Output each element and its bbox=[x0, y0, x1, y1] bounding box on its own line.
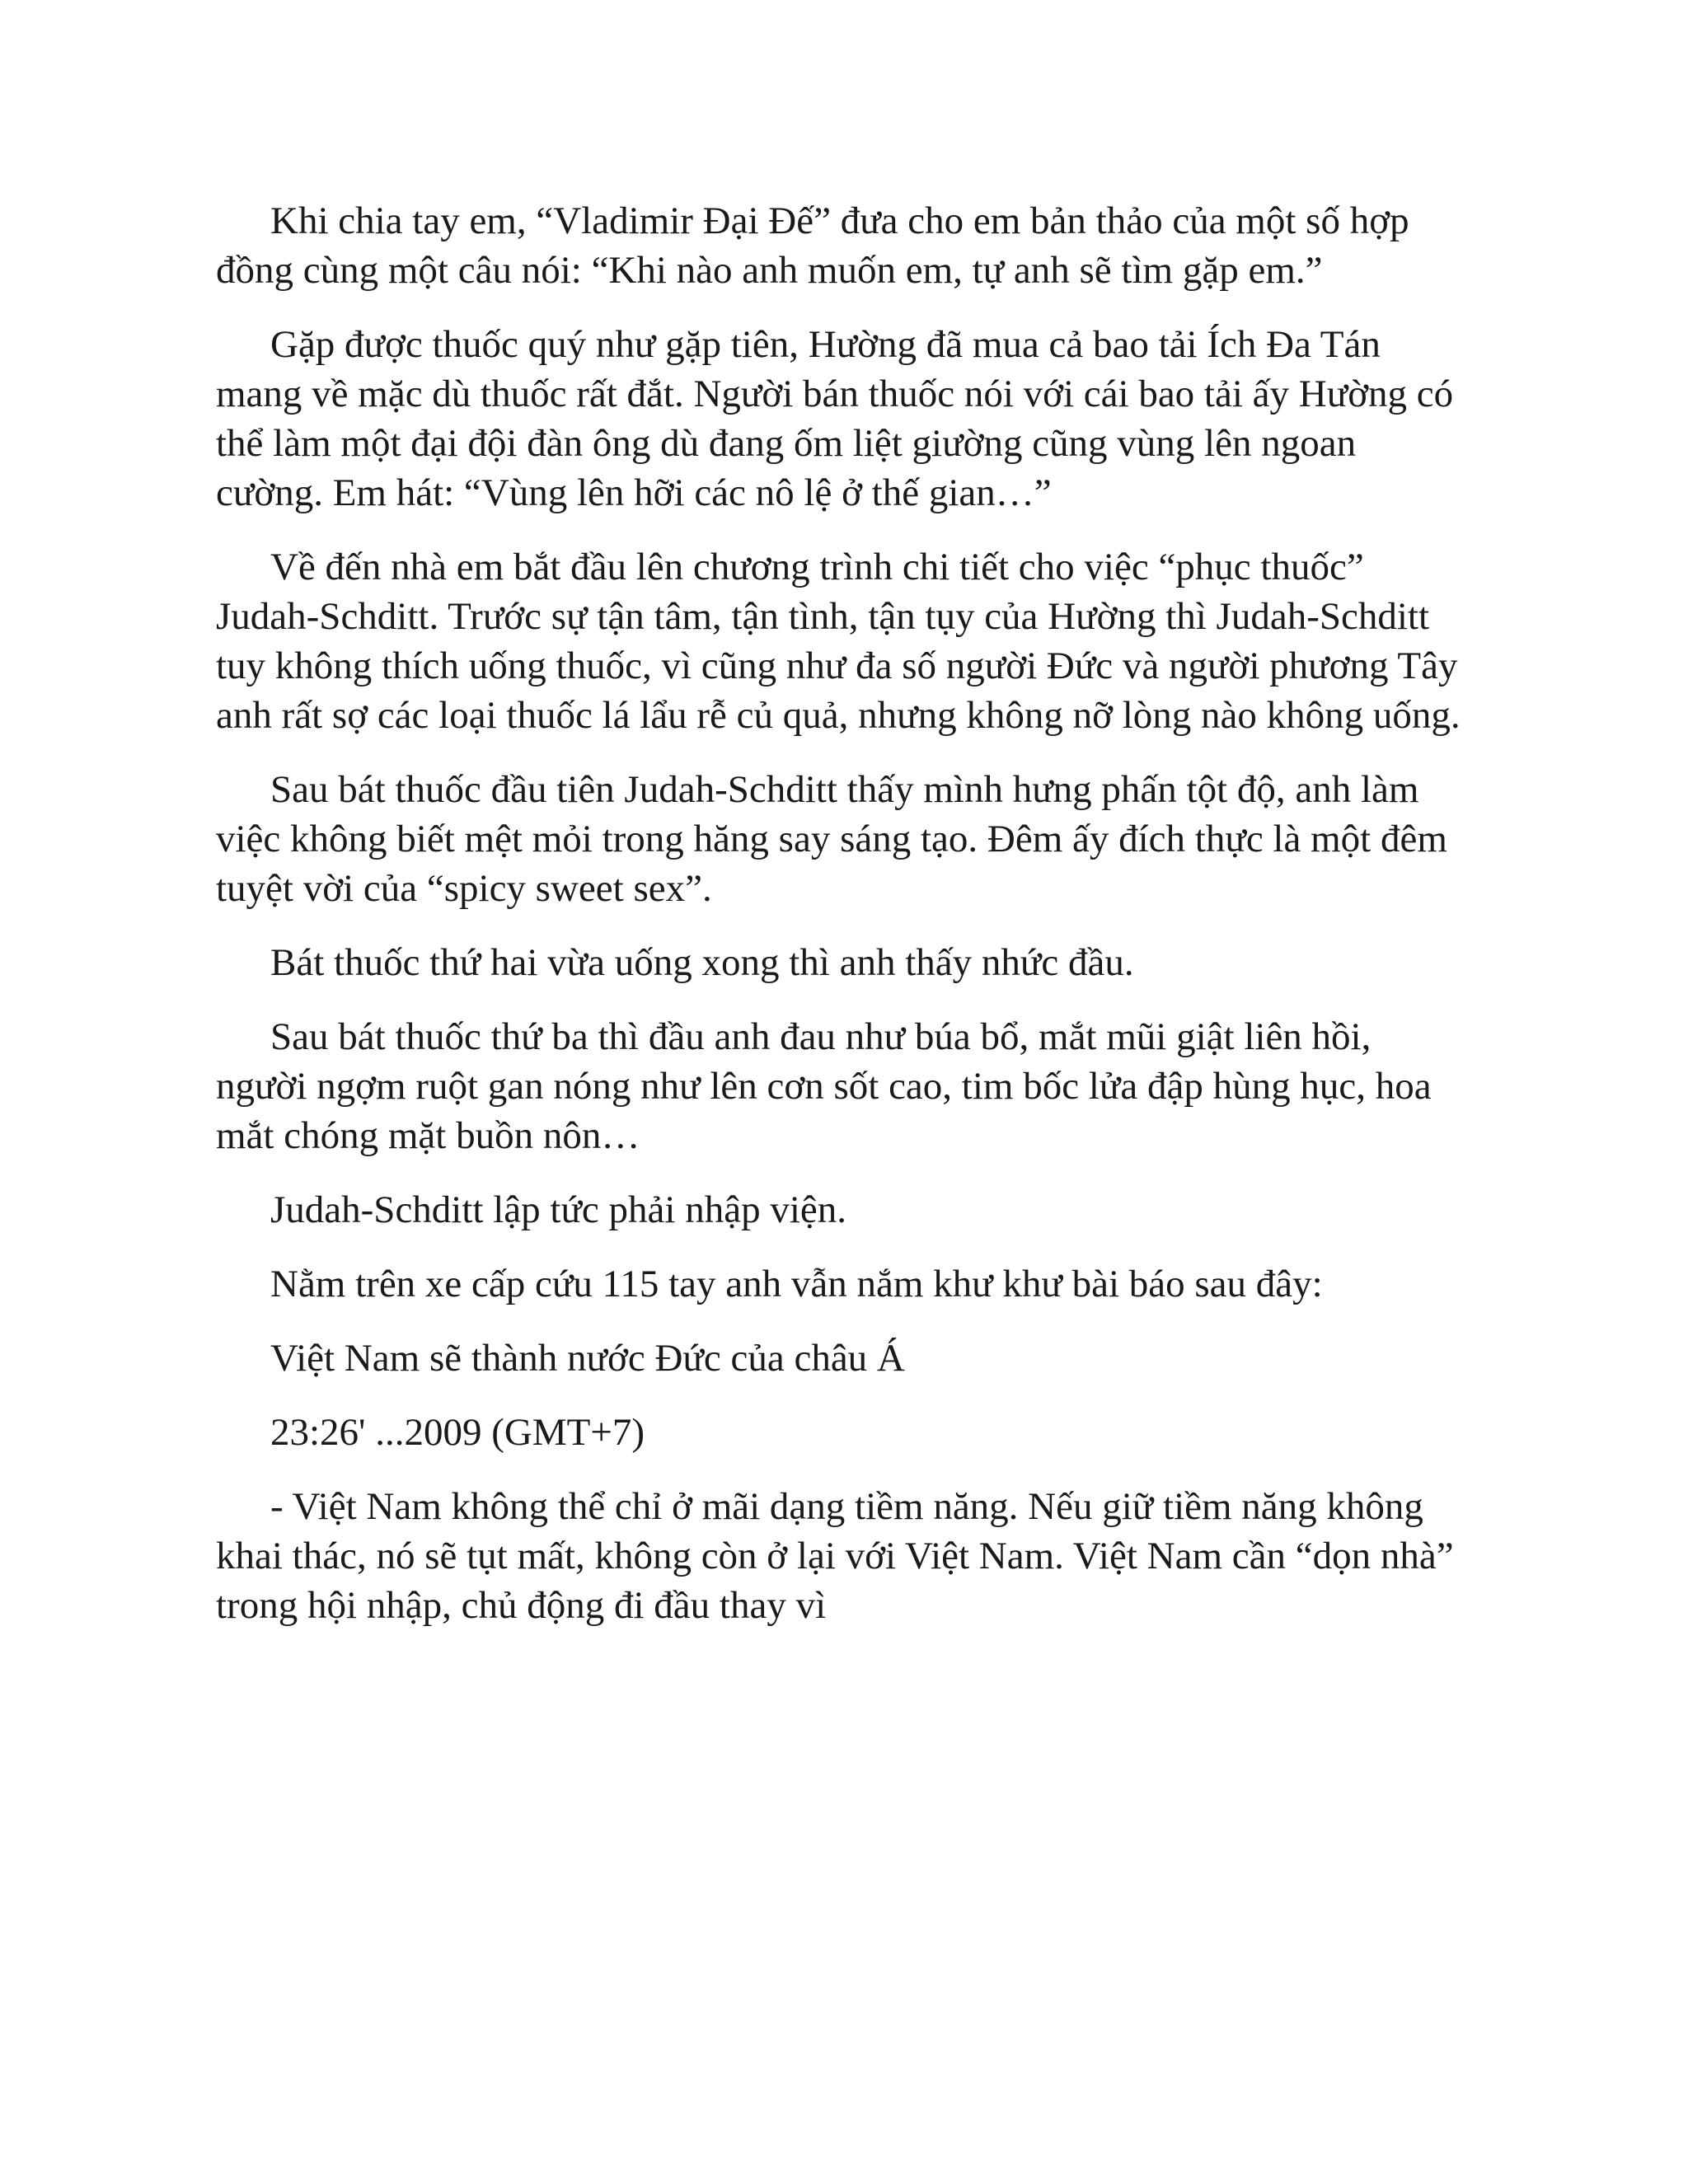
article-timestamp: 23:26' ...2009 (GMT+7) bbox=[270, 1411, 645, 1454]
paragraph-7: Judah-Schditt lập tức phải nhập viện. bbox=[270, 1188, 846, 1231]
paragraph-8: Nằm trên xe cấp cứu 115 tay anh vẫn nắm khư khư bài báo sau đây: bbox=[270, 1263, 1323, 1305]
paragraph-2: Gặp được thuốc quý như gặp tiên, Hường đã mua cả bao tải Ích Đa Tán mang về mặc dù thuốc rất đắt. Người bán thuốc nói với cái bao tải ấy Hường có thể làm một đại đội đàn ông dù đang ốm liệt giường cũng vùng lên ngoan cường. Em hát: “Vùng lên hỡi các nô lệ ở thế gian…” bbox=[216, 323, 1454, 514]
document-body bbox=[216, 196, 1469, 1655]
paragraph-4: Sau bát thuốc đầu tiên Judah-Schditt thấy mình hưng phấn tột độ, anh làm việc không biết mệt mỏi trong hăng say sáng tạo. Đêm ấy đích thực là một đêm tuyệt vời của “spicy sweet sex”. bbox=[216, 768, 1447, 910]
paragraph-5: Bát thuốc thứ hai vừa uống xong thì anh thấy nhức đầu. bbox=[270, 941, 1134, 984]
paragraph-11: - Việt Nam không thể chỉ ở mãi dạng tiềm năng. Nếu giữ tiềm năng không khai thác, nó sẽ tụt mất, không còn ở lại với Việt Nam. Việt Nam cần “dọn nhà” trong hội nhập, chủ động đi đầu thay vì bbox=[216, 1485, 1454, 1627]
paragraph-3: Về đến nhà em bắt đầu lên chương trình chi tiết cho việc “phục thuốc” Judah-Schditt. Trước sự tận tâm, tận tình, tận tụy của Hường thì Judah-Schditt tuy không thích uống thuốc, vì cũng như đa số người Đức và người phương Tây anh rất sợ các loại thuốc lá lẩu rễ củ quả, nhưng không nỡ lòng nào không uống. bbox=[216, 546, 1461, 737]
article-headline: Việt Nam sẽ thành nước Đức của châu Á bbox=[270, 1337, 905, 1380]
paragraph-1: Khi chia tay em, “Vladimir Đại Đế” đưa cho em bản thảo của một số hợp đồng cùng một câu nói: “Khi nào anh muốn em, tự anh sẽ tìm gặp em.” bbox=[216, 199, 1409, 292]
paragraph-6: Sau bát thuốc thứ ba thì đầu anh đau như búa bổ, mắt mũi giật liên hồi, người ngợm ruột gan nóng như lên cơn sốt cao, tim bốc lửa đập hùng hục, hoa mắt chóng mặt buồn nôn… bbox=[216, 1015, 1432, 1157]
